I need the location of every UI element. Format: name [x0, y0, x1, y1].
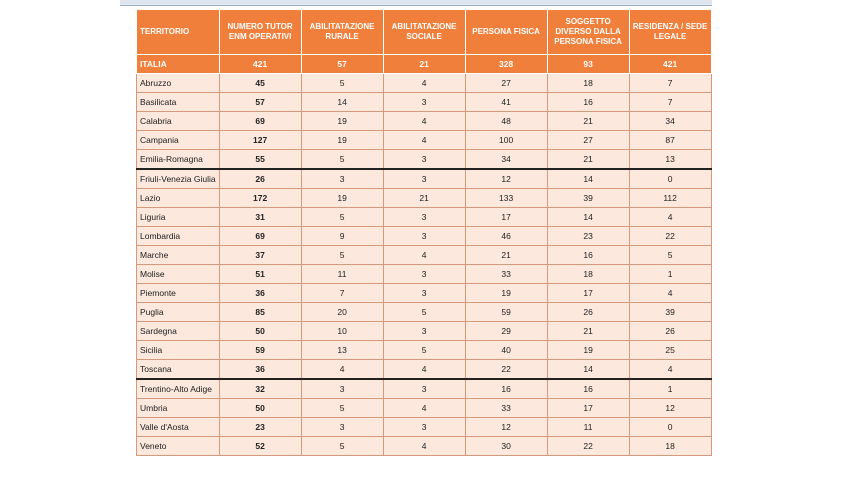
value-cell: 59 [465, 303, 547, 322]
value-cell: 4 [301, 360, 383, 380]
value-cell: 3 [301, 379, 383, 399]
region-name-cell: Basilicata [137, 93, 220, 112]
value-cell: 3 [383, 150, 465, 170]
value-cell: 5 [301, 399, 383, 418]
value-cell: 17 [547, 284, 629, 303]
total-row [137, 55, 712, 74]
region-name-cell: Molise [137, 265, 220, 284]
value-cell: 7 [301, 284, 383, 303]
value-cell: 52 [219, 437, 301, 456]
total-cell: 57 [301, 55, 383, 74]
value-cell: 18 [547, 265, 629, 284]
region-name-cell: Abruzzo [137, 74, 220, 93]
value-cell: 4 [383, 112, 465, 131]
top-selection-strip [120, 0, 712, 6]
value-cell: 4 [629, 360, 711, 380]
total-cell: 21 [383, 55, 465, 74]
table-row [137, 189, 712, 208]
value-cell: 21 [465, 246, 547, 265]
value-cell: 22 [465, 360, 547, 380]
value-cell: 87 [629, 131, 711, 150]
total-cell: 421 [219, 55, 301, 74]
header-numero-tutor: NUMERO TUTOR ENM OPERATIVI [219, 10, 301, 55]
header-residenza: RESIDENZA / SEDE LEGALE [629, 10, 711, 55]
value-cell: 16 [547, 379, 629, 399]
table-row [137, 150, 712, 170]
value-cell: 5 [629, 246, 711, 265]
value-cell: 41 [465, 93, 547, 112]
header-territorio: TERRITORIO [137, 10, 220, 55]
value-cell: 69 [219, 227, 301, 246]
value-cell: 5 [301, 208, 383, 227]
value-cell: 39 [547, 189, 629, 208]
region-name-cell: Lazio [137, 189, 220, 208]
value-cell: 50 [219, 322, 301, 341]
value-cell: 5 [383, 303, 465, 322]
value-cell: 12 [465, 169, 547, 189]
value-cell: 4 [629, 208, 711, 227]
value-cell: 21 [383, 189, 465, 208]
value-cell: 133 [465, 189, 547, 208]
value-cell: 16 [547, 246, 629, 265]
value-cell: 127 [219, 131, 301, 150]
table-row [137, 399, 712, 418]
value-cell: 5 [301, 150, 383, 170]
value-cell: 16 [547, 93, 629, 112]
value-cell: 36 [219, 360, 301, 380]
region-name-cell: Marche [137, 246, 220, 265]
value-cell: 5 [301, 437, 383, 456]
value-cell: 19 [547, 341, 629, 360]
table-row [137, 131, 712, 150]
value-cell: 27 [465, 74, 547, 93]
value-cell: 4 [383, 131, 465, 150]
value-cell: 36 [219, 284, 301, 303]
value-cell: 112 [629, 189, 711, 208]
value-cell: 13 [629, 150, 711, 170]
value-cell: 3 [301, 169, 383, 189]
value-cell: 16 [465, 379, 547, 399]
value-cell: 14 [301, 93, 383, 112]
value-cell: 21 [547, 322, 629, 341]
region-name-cell: Lombardia [137, 227, 220, 246]
region-name-cell: Trentino-Alto Adige [137, 379, 220, 399]
value-cell: 3 [383, 418, 465, 437]
table-row [137, 227, 712, 246]
value-cell: 3 [383, 379, 465, 399]
value-cell: 59 [219, 341, 301, 360]
value-cell: 7 [629, 93, 711, 112]
table-row [137, 265, 712, 284]
value-cell: 5 [301, 246, 383, 265]
table-row [137, 284, 712, 303]
value-cell: 21 [547, 112, 629, 131]
value-cell: 18 [629, 437, 711, 456]
header-row [137, 10, 712, 55]
value-cell: 34 [629, 112, 711, 131]
region-name-cell: Emilia-Romagna [137, 150, 220, 170]
value-cell: 50 [219, 399, 301, 418]
value-cell: 7 [629, 74, 711, 93]
value-cell: 4 [629, 284, 711, 303]
value-cell: 3 [383, 208, 465, 227]
table-row [137, 341, 712, 360]
value-cell: 17 [465, 208, 547, 227]
value-cell: 32 [219, 379, 301, 399]
total-cell: 421 [629, 55, 711, 74]
value-cell: 23 [219, 418, 301, 437]
region-name-cell: Piemonte [137, 284, 220, 303]
total-cell: 93 [547, 55, 629, 74]
value-cell: 57 [219, 93, 301, 112]
value-cell: 13 [301, 341, 383, 360]
value-cell: 3 [383, 284, 465, 303]
value-cell: 11 [301, 265, 383, 284]
value-cell: 20 [301, 303, 383, 322]
value-cell: 3 [383, 265, 465, 284]
value-cell: 3 [383, 169, 465, 189]
region-name-cell: Calabria [137, 112, 220, 131]
value-cell: 0 [629, 169, 711, 189]
value-cell: 19 [301, 189, 383, 208]
value-cell: 9 [301, 227, 383, 246]
value-cell: 14 [547, 208, 629, 227]
total-cell: ITALIA [137, 55, 220, 74]
value-cell: 4 [383, 74, 465, 93]
value-cell: 51 [219, 265, 301, 284]
value-cell: 34 [465, 150, 547, 170]
table-row [137, 379, 712, 399]
value-cell: 55 [219, 150, 301, 170]
region-name-cell: Puglia [137, 303, 220, 322]
table-row [137, 169, 712, 189]
region-name-cell: Toscana [137, 360, 220, 380]
total-cell: 328 [465, 55, 547, 74]
header-persona-fisica: PERSONA FISICA [465, 10, 547, 55]
value-cell: 4 [383, 246, 465, 265]
header-abilitazione-rurale: ABILITATAZIONE RURALE [301, 10, 383, 55]
table-row [137, 74, 712, 93]
table-row [137, 93, 712, 112]
value-cell: 14 [547, 169, 629, 189]
value-cell: 26 [547, 303, 629, 322]
value-cell: 29 [465, 322, 547, 341]
value-cell: 3 [383, 227, 465, 246]
region-name-cell: Friuli-Venezia Giulia [137, 169, 220, 189]
value-cell: 1 [629, 379, 711, 399]
data-table [136, 9, 712, 456]
value-cell: 46 [465, 227, 547, 246]
value-cell: 100 [465, 131, 547, 150]
value-cell: 33 [465, 265, 547, 284]
value-cell: 4 [383, 360, 465, 380]
value-cell: 3 [301, 418, 383, 437]
table-row [137, 437, 712, 456]
value-cell: 4 [383, 399, 465, 418]
table-row [137, 322, 712, 341]
value-cell: 26 [629, 322, 711, 341]
value-cell: 39 [629, 303, 711, 322]
value-cell: 37 [219, 246, 301, 265]
value-cell: 31 [219, 208, 301, 227]
value-cell: 30 [465, 437, 547, 456]
value-cell: 3 [383, 322, 465, 341]
value-cell: 25 [629, 341, 711, 360]
value-cell: 3 [383, 93, 465, 112]
table-row [137, 360, 712, 380]
region-name-cell: Umbria [137, 399, 220, 418]
value-cell: 5 [383, 341, 465, 360]
value-cell: 22 [547, 437, 629, 456]
value-cell: 27 [547, 131, 629, 150]
table-row [137, 418, 712, 437]
value-cell: 85 [219, 303, 301, 322]
region-name-cell: Liguria [137, 208, 220, 227]
value-cell: 17 [547, 399, 629, 418]
region-name-cell: Campania [137, 131, 220, 150]
value-cell: 1 [629, 265, 711, 284]
value-cell: 19 [301, 131, 383, 150]
table-row [137, 246, 712, 265]
value-cell: 172 [219, 189, 301, 208]
region-name-cell: Valle d'Aosta [137, 418, 220, 437]
value-cell: 12 [629, 399, 711, 418]
value-cell: 26 [219, 169, 301, 189]
value-cell: 21 [547, 150, 629, 170]
region-name-cell: Sardegna [137, 322, 220, 341]
value-cell: 23 [547, 227, 629, 246]
header-soggetto-diverso: SOGGETTO DIVERSO DALLA PERSONA FISICA [547, 10, 629, 55]
value-cell: 11 [547, 418, 629, 437]
value-cell: 40 [465, 341, 547, 360]
value-cell: 12 [465, 418, 547, 437]
value-cell: 19 [465, 284, 547, 303]
value-cell: 5 [301, 74, 383, 93]
value-cell: 14 [547, 360, 629, 380]
region-name-cell: Sicilia [137, 341, 220, 360]
header-abilitazione-sociale: ABILITATAZIONE SOCIALE [383, 10, 465, 55]
value-cell: 10 [301, 322, 383, 341]
value-cell: 45 [219, 74, 301, 93]
value-cell: 4 [383, 437, 465, 456]
region-name-cell: Veneto [137, 437, 220, 456]
value-cell: 19 [301, 112, 383, 131]
table-row [137, 112, 712, 131]
value-cell: 18 [547, 74, 629, 93]
table-row [137, 208, 712, 227]
value-cell: 69 [219, 112, 301, 131]
value-cell: 22 [629, 227, 711, 246]
value-cell: 48 [465, 112, 547, 131]
value-cell: 33 [465, 399, 547, 418]
value-cell: 0 [629, 418, 711, 437]
table-row [137, 303, 712, 322]
